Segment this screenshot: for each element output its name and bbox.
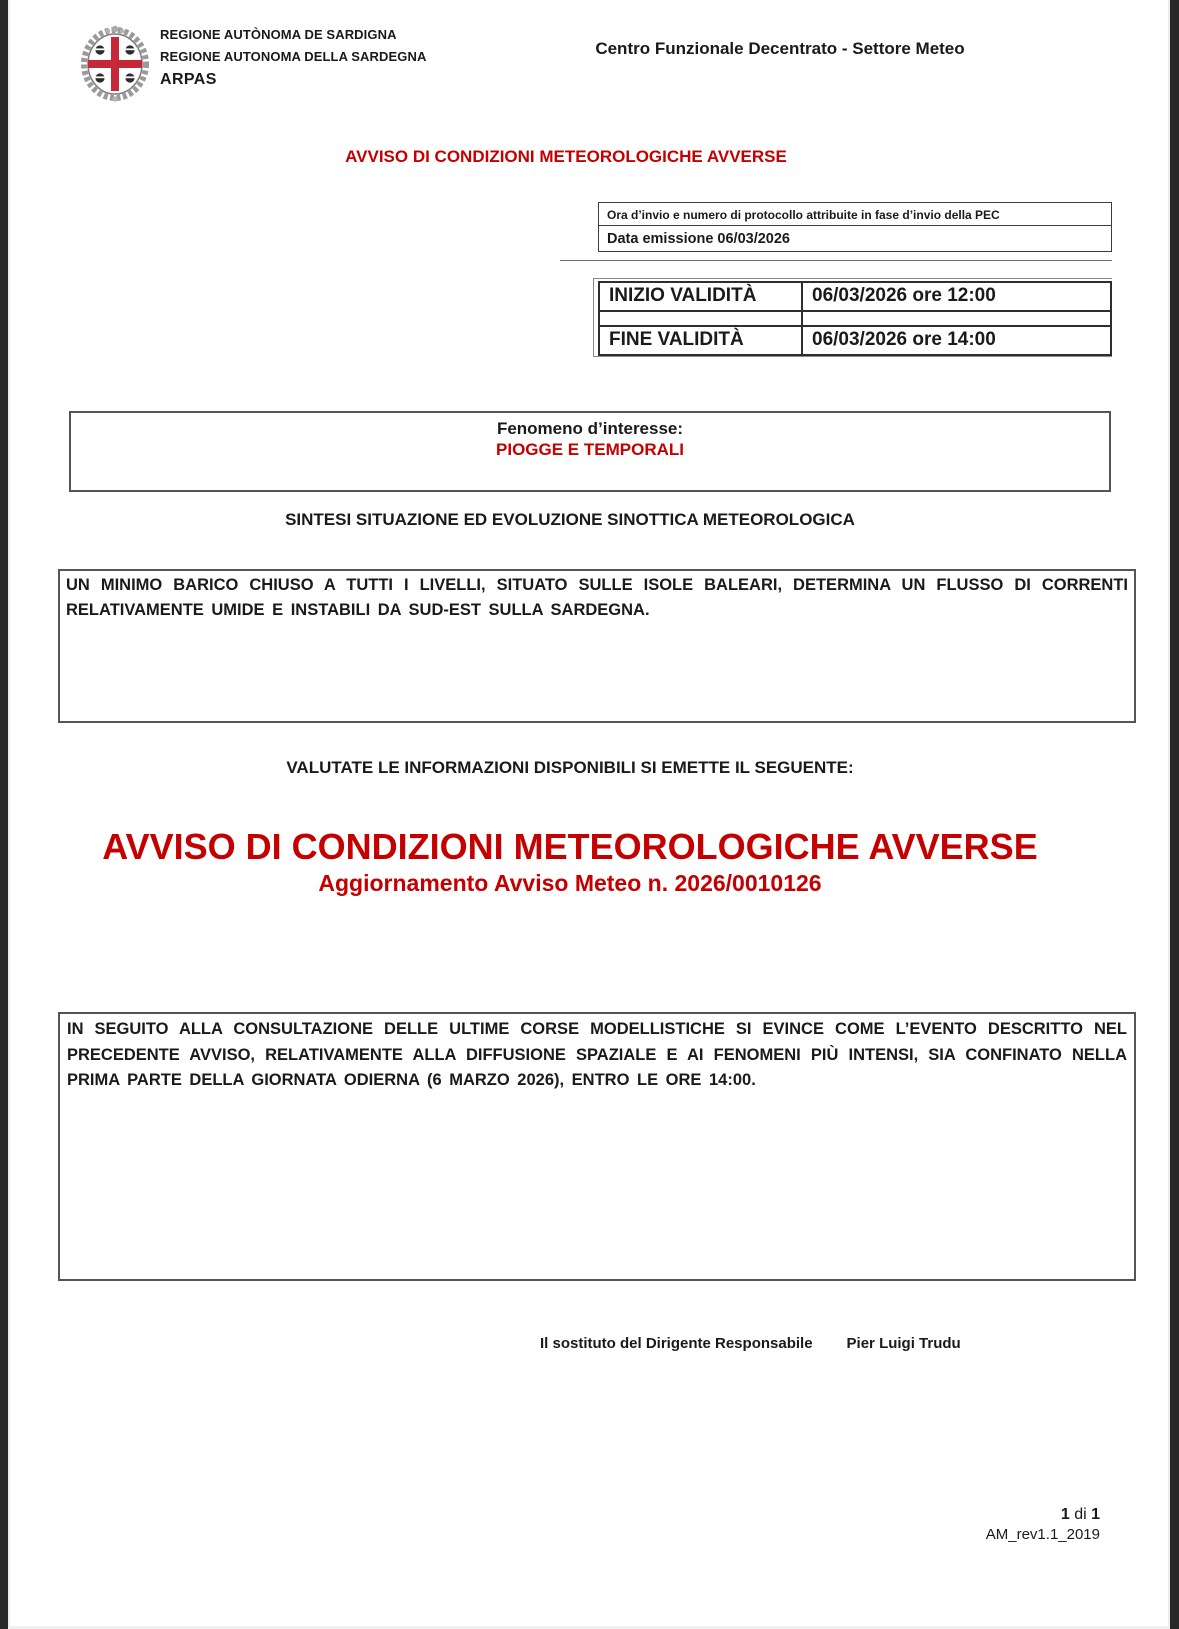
page-footer: [900, 1506, 1100, 1543]
phenomenon-label: Fenomeno d’interesse:: [496, 419, 684, 438]
table-row: [599, 311, 1111, 326]
phenomenon-box: [69, 411, 1111, 492]
viewer-edge-right: [1170, 0, 1179, 1629]
signature-line: [540, 1335, 961, 1352]
emission-date: Data emissione 06/03/2026: [607, 231, 790, 247]
department-title: Centro Funzionale Decentrato - Settore Meteo: [595, 39, 965, 58]
main-notice-subtitle: Aggiornamento Avviso Meteo n. 2026/0010126: [318, 870, 822, 896]
document-revision: AM_rev1.1_2019: [985, 1526, 1100, 1543]
update-body: IN SEGUITO ALLA CONSULTAZIONE DELLE ULTIME CORSE MODELLISTICHE SI EVINCE COME L’EVENTO DESCRITTO NEL PRECEDENTE AVVISO, RELATIVAMENTE ALLA DIFFUSIONE SPAZIALE E AI FENOMENI PIÙ INTENSI, SIA CONFINATO NELLA PRIMA PARTE DELLA GIORNATA ODIERNA (6 MARZO 2026), ENTRO LE ORE 14:00.: [67, 1020, 1127, 1090]
validity-spacer-cell: [802, 311, 1111, 326]
main-notice-header: [0, 826, 1140, 898]
page-edge-left: [8, 0, 10, 1629]
update-box: [58, 1012, 1136, 1281]
arpas-logo: [76, 24, 154, 107]
page-number-separator: di: [1074, 1506, 1087, 1523]
signature-name: Pier Luigi Trudu: [846, 1335, 961, 1352]
validity-end-label: FINE VALIDITÀ: [599, 326, 802, 355]
table-row: [599, 326, 1111, 355]
phenomenon-value: PIOGGE E TEMPORALI: [496, 440, 684, 459]
table-border-artifact: [560, 260, 1112, 261]
validity-start-value: 06/03/2026 ore 12:00: [802, 282, 1111, 311]
synthesis-heading: SINTESI SITUAZIONE ED EVOLUZIONE SINOTTICA METEOROLOGICA: [285, 510, 855, 529]
synthesis-body: UN MINIMO BARICO CHIUSO A TUTTI I LIVELLI, SITUATO SULLE ISOLE BALEARI, DETERMINA UN FLUSSO DI CORRENTI RELATIVAMENTE UMIDE E INSTABILI DA SUD-EST SULLA SARDEGNA.: [66, 576, 1128, 619]
org-line-italian: REGIONE AUTONOMA DELLA SARDEGNA: [160, 49, 427, 64]
pec-protocol-note: Ora d’invio e numero di protocollo attribuite in fase d’invio della PEC: [599, 203, 1111, 226]
page-number-current: 1: [1060, 1506, 1070, 1523]
page-edge-right: [1168, 0, 1170, 1629]
org-header: [160, 27, 426, 89]
page-number-total: 1: [1091, 1506, 1100, 1523]
evaluation-line: VALUTATE LE INFORMAZIONI DISPONIBILI SI EMETTE IL SEGUENTE:: [286, 758, 854, 777]
viewer-edge-left: [0, 0, 8, 1629]
signature-role: Il sostituto del Dirigente Responsabile: [540, 1335, 813, 1352]
validity-end-value: 06/03/2026 ore 14:00: [802, 326, 1111, 355]
org-name-arpas: ARPAS: [160, 71, 217, 88]
notice-title: AVVISO DI CONDIZIONI METEOROLOGICHE AVVERSE: [345, 147, 787, 166]
pec-info-table: [598, 202, 1112, 252]
validity-start-label: INIZIO VALIDITÀ: [599, 282, 802, 311]
validity-table: [598, 281, 1112, 356]
validity-spacer-cell: [599, 311, 802, 326]
main-notice-title: AVVISO DI CONDIZIONI METEOROLOGICHE AVVERSE: [102, 826, 1038, 867]
table-row: [599, 282, 1111, 311]
sardinia-coat-of-arms-icon: [76, 24, 154, 102]
synthesis-box: [58, 569, 1136, 723]
org-line-sardinian: REGIONE AUTÒNOMA DE SARDIGNA: [160, 27, 397, 42]
page-number: [900, 1506, 1100, 1524]
